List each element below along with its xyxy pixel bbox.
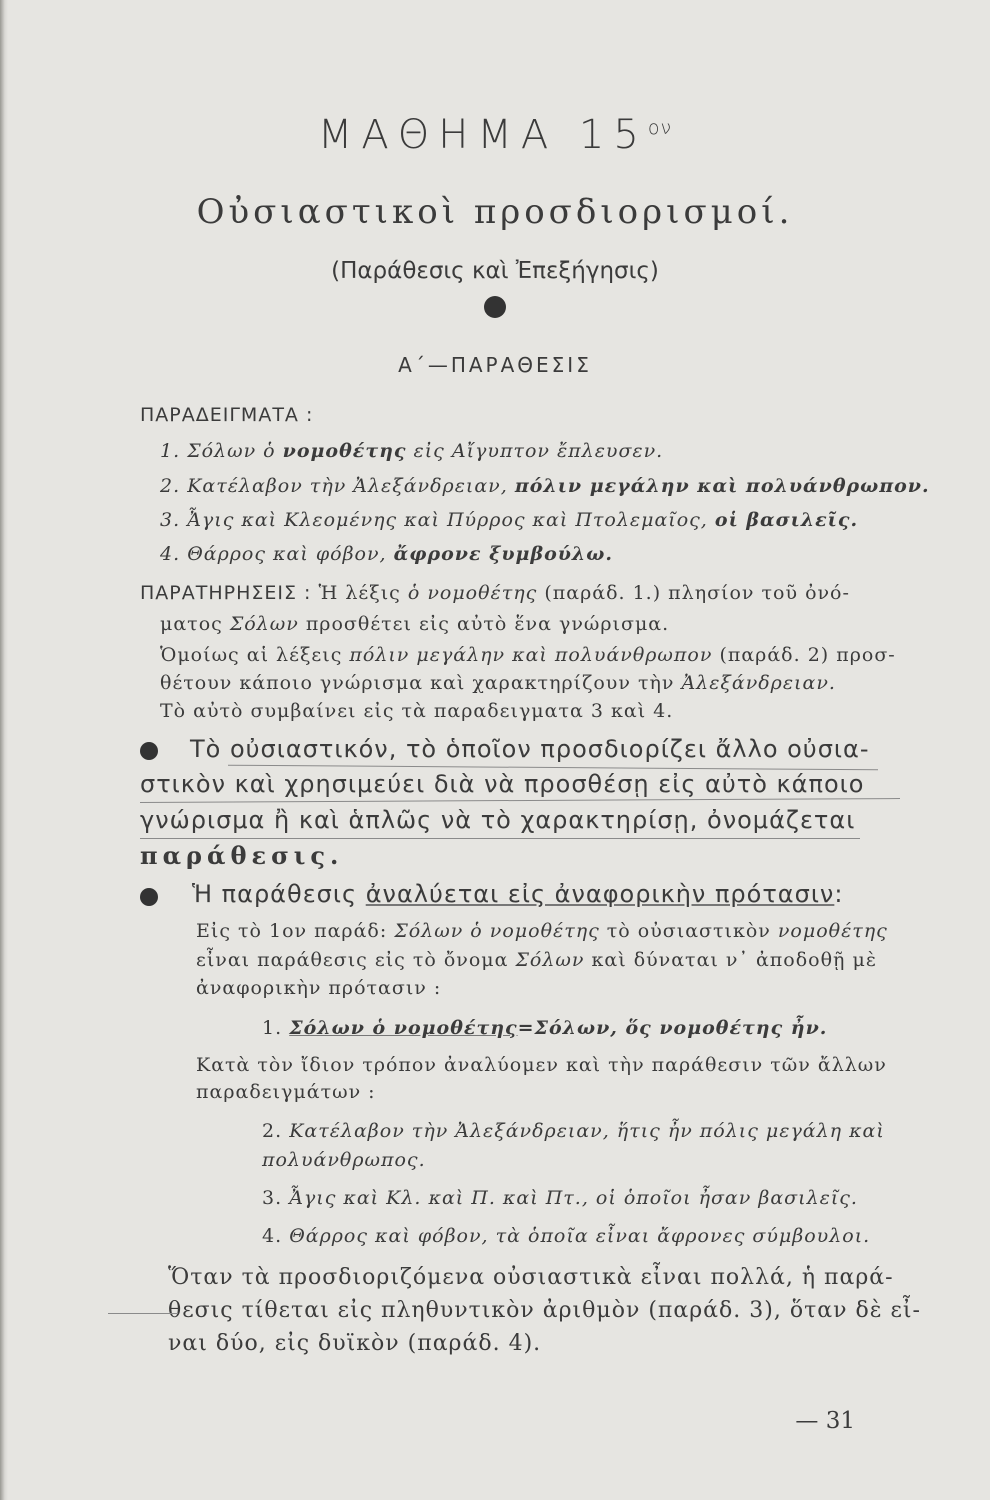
handwritten-underline: [140, 838, 860, 839]
analysis-example-1: 1. Σόλων ὁ νομοθέτης=Σόλων, ὅς νομοθέτης ἦν.: [262, 1017, 828, 1039]
page-subsubtitle: (Παράθεσις καὶ Ἐπεξήγησις): [331, 258, 659, 284]
bullet-icon: [140, 742, 158, 760]
analysis-example-2-cont: πολυάνθρωπος.: [262, 1149, 426, 1171]
example-1: 1. Σόλων ὁ νομοθέτης εἰς Αἴγυπτον ἔπλευσεν.: [160, 440, 664, 462]
page-subtitle: Οὐσιαστικοὶ προσδιορισμοί.: [196, 192, 794, 232]
analysis-example-3: 3. Ἆγις καὶ Κλ. καὶ Π. καὶ Πτ., οἱ ὁποῖοι ἦσαν βασιλεῖς.: [262, 1187, 858, 1209]
analysis-example-2: 2. Κατέλαβον τὴν Ἀλεξάνδρειαν, ἥτις ἦν πόλις μεγάλη καὶ: [262, 1120, 885, 1142]
example-3: 3. Ἆγις καὶ Κλεομένης καὶ Πύρρος καὶ Πτολεμαῖος, οἱ βασιλεῖς.: [160, 509, 859, 531]
final-line-2: θεσις τίθεται εἰς πληθυντικὸν ἀριθμὸν (παράδ. 3), ὅταν δὲ εἶ-: [168, 1298, 921, 1323]
analysis-line-3: ἀναφορικὴν πρότασιν :: [196, 977, 442, 999]
handwritten-mark: [108, 1313, 178, 1314]
definition-term: παράθεσις.: [140, 841, 344, 870]
analysis-line-5: παραδειγμάτων :: [196, 1081, 376, 1103]
final-line-3: ναι δύο, εἰς δυϊκὸν (παράδ. 4).: [168, 1331, 542, 1356]
analysis-line-2: εἶναι παράθεσις εἰς τὸ ὄνομα Σόλων καὶ δύναται ν᾽ ἀποδοθῇ μὲ: [196, 949, 878, 971]
definition-line-3: γνώρισμα ἢ καὶ ἁπλῶς νὰ τὸ χαρακτηρίσῃ, ὀνομάζεται: [140, 806, 856, 834]
definition-line-2: στικὸν καὶ χρησιμεύει διὰ νὰ προσθέσῃ εἰς αὐτὸ κάποιο: [140, 770, 865, 798]
final-line-1: Ὅταν τὰ προσδιοριζόμενα οὐσιαστικὰ εἶναι πολλά, ἡ παρά-: [168, 1265, 894, 1290]
analysis-heading: Ἡ παράθεσις ἀναλύεται εἰς ἀναφορικὴν πρότασιν:: [192, 880, 844, 908]
definition-line-1: Τὸ οὐσιαστικόν, τὸ ὁποῖον προσδιορίζει ἄλλο οὐσια-: [190, 735, 870, 763]
analysis-example-4: 4. Θάρρος καὶ φόβον, τὰ ὁποῖα εἶναι ἄφρονες σύμβουλοι.: [262, 1225, 871, 1247]
remarks-line-1: ΠΑΡΑΤΗΡΗΣΕΙΣ : Ἡ λέξις ὁ νομοθέτης (παράδ. 1.) πλησίον τοῦ ὀνό-: [140, 582, 850, 604]
remarks-line-2: ματος Σόλων προσθέτει εἰς αὐτὸ ἕνα γνώρισμα.: [160, 613, 670, 635]
bullet-icon: [140, 888, 158, 906]
remarks-line-4: θέτουν κάποιο γνώρισμα καὶ χαρακτηρίζουν τὴν Ἀλεξάνδρειαν.: [160, 672, 836, 694]
page-number: — 31: [795, 1408, 855, 1434]
analysis-line-4: Κατὰ τὸν ἴδιον τρόπον ἀναλύομεν καὶ τὴν παράθεσιν τῶν ἄλλων: [196, 1054, 887, 1076]
analysis-line-1: Εἰς τὸ 1ον παράδ: Σόλων ὁ νομοθέτης τὸ οὐσιαστικὸν νομοθέτης: [196, 920, 888, 942]
remarks-line-3: Ὁμοίως αἱ λέξεις πόλιν μεγάλην καὶ πολυάνθρωπον (παράδ. 2) προσ-: [160, 644, 896, 666]
section-heading: Α΄—ΠΑΡΑΘΕΣΙΣ: [398, 353, 592, 377]
remarks-line-5: Τὸ αὐτὸ συμβαίνει εἰς τὰ παραδειγματα 3 καὶ 4.: [160, 700, 674, 722]
lesson-title: ΜΑΘΗΜΑ $15^{o\nu}$: [317, 112, 673, 158]
example-2: 2. Κατέλαβον τὴν Ἀλεξάνδρειαν, πόλιν μεγάλην καὶ πολυάνθρωπον.: [160, 475, 930, 497]
bullet-icon: [484, 296, 506, 318]
example-4: 4. Θάρρος καὶ φόβον, ἄφρονε ξυμβούλω.: [160, 543, 613, 565]
examples-label: ΠΑΡΑΔΕΙΓΜΑΤΑ :: [140, 404, 314, 426]
handwritten-underline: [140, 798, 900, 803]
